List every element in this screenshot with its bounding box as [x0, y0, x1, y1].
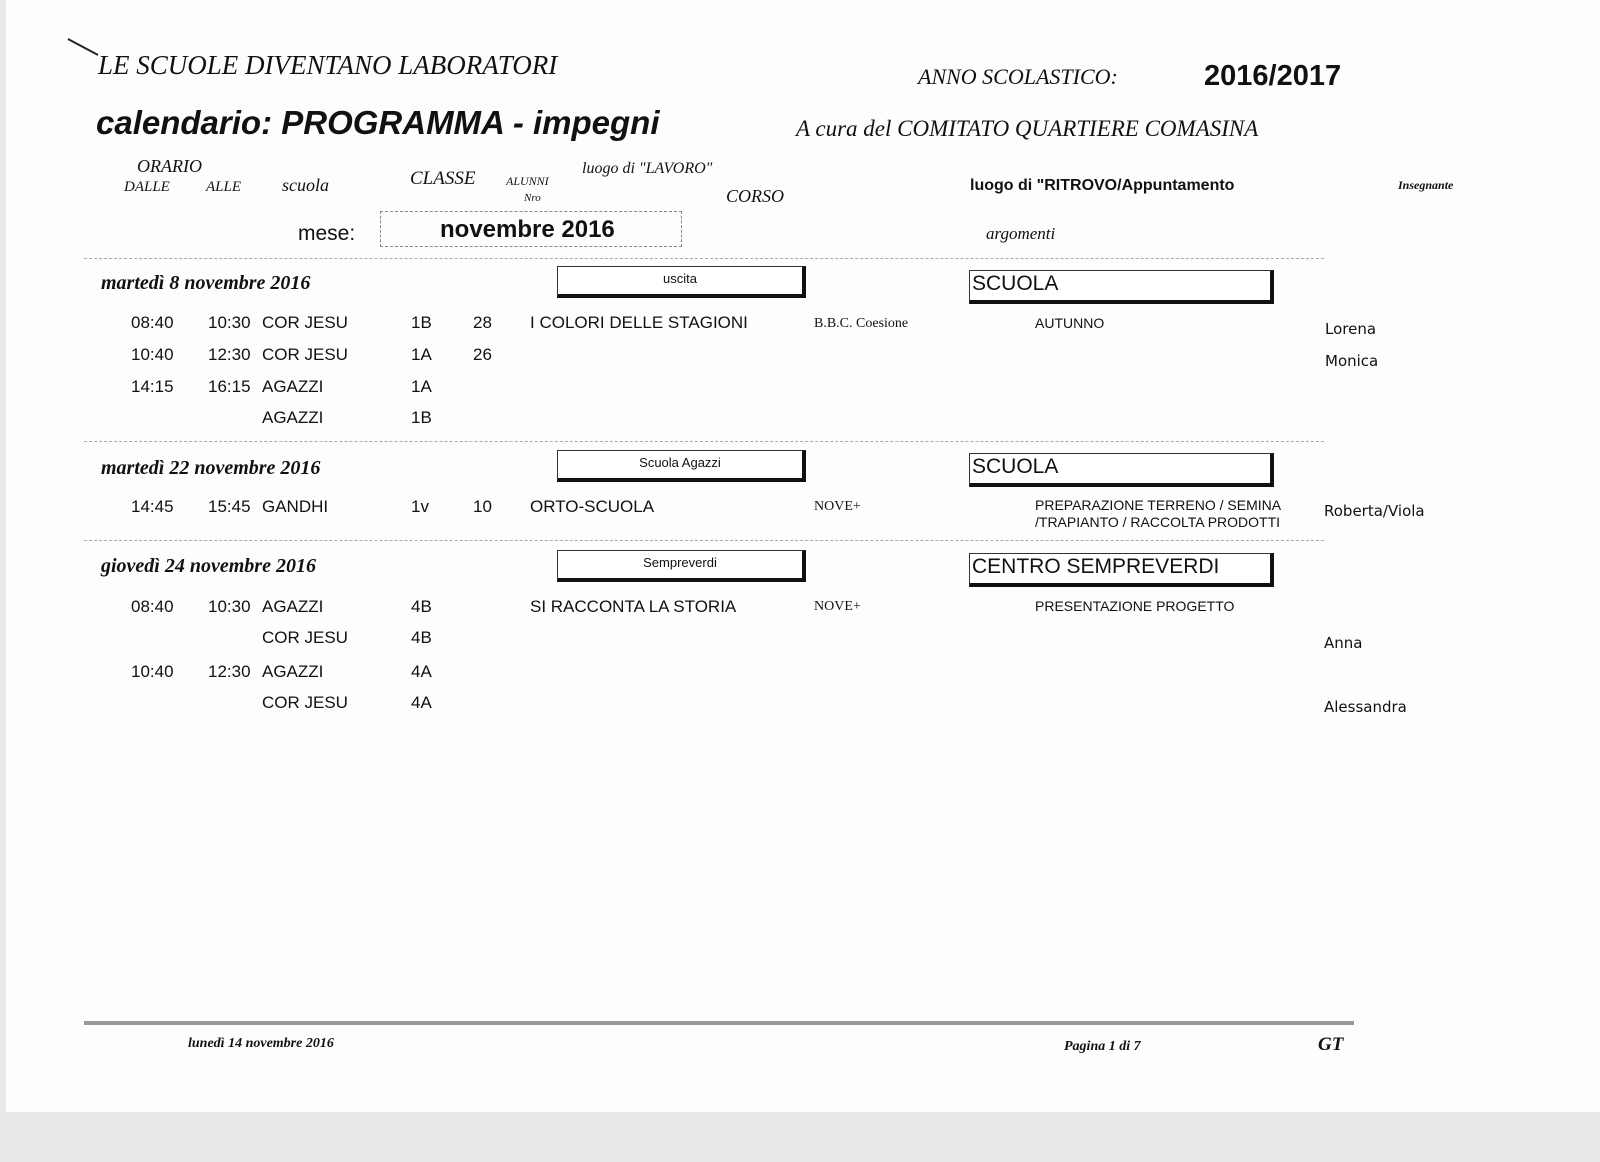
- teacher: Monica: [1325, 352, 1379, 370]
- class: 1v: [411, 497, 429, 516]
- document-page: [6, 0, 1600, 1112]
- school: AGAZZI: [262, 377, 324, 396]
- separator: [84, 441, 1324, 442]
- time-start: 10:40: [131, 662, 174, 681]
- time-end: 12:30: [208, 345, 251, 364]
- provider: NOVE+: [814, 599, 861, 614]
- ritrovo-box: [969, 453, 1274, 487]
- page-number: Pagina 1 di 7: [1064, 1039, 1141, 1054]
- month-label: mese:: [298, 222, 356, 245]
- time-end: 10:30: [208, 597, 251, 616]
- class: 4A: [411, 693, 432, 712]
- school: AGAZZI: [262, 662, 324, 681]
- course: SI RACCONTA LA STORIA: [530, 597, 737, 616]
- footer-initials: GT: [1318, 1034, 1344, 1055]
- lavoro-label: Scuola Agazzi: [639, 455, 721, 470]
- col-alle: ALLE: [206, 179, 242, 195]
- time-start: 08:40: [131, 313, 174, 332]
- teacher: Alessandra: [1324, 698, 1407, 716]
- topic: PREPARAZIONE TERRENO / SEMINA: [1035, 497, 1282, 513]
- ritrovo-label: SCUOLA: [972, 455, 1059, 478]
- col-insegnante: Insegnante: [1398, 178, 1454, 192]
- school: COR JESU: [262, 628, 348, 647]
- school: COR JESU: [262, 693, 348, 712]
- col-luogo-lavoro: luogo di "LAVORO": [582, 160, 713, 177]
- provider: NOVE+: [814, 499, 861, 514]
- col-scuola: scuola: [282, 175, 329, 195]
- col-argomenti: argomenti: [986, 224, 1056, 243]
- class: 1B: [411, 408, 432, 427]
- organizer: A cura del COMITATO QUARTIERE COMASINA: [796, 116, 1259, 141]
- class: 4B: [411, 597, 432, 616]
- time-start: 10:40: [131, 345, 174, 364]
- document-subtitle: calendario: PROGRAMMA - impegni: [96, 104, 660, 141]
- footer-date: lunedì 14 novembre 2016: [188, 1036, 334, 1051]
- ritrovo-box: [969, 270, 1274, 304]
- lavoro-label: uscita: [663, 271, 697, 286]
- col-alunni: ALUNNI: [506, 174, 549, 188]
- pupils-count: 28: [473, 313, 492, 332]
- col-dalle: DALLE: [124, 179, 170, 195]
- pupils-count: 26: [473, 345, 492, 364]
- col-corso: CORSO: [726, 186, 784, 206]
- lavoro-box: [557, 550, 806, 582]
- class: 1A: [411, 377, 432, 396]
- school: AGAZZI: [262, 597, 324, 616]
- class: 1A: [411, 345, 432, 364]
- separator: [84, 540, 1324, 541]
- topic: PRESENTAZIONE PROGETTO: [1035, 598, 1235, 614]
- pen-mark: [68, 38, 99, 56]
- time-end: 16:15: [208, 377, 251, 396]
- separator: [84, 258, 1324, 259]
- class: 1B: [411, 313, 432, 332]
- school: COR JESU: [262, 345, 348, 364]
- time-end: 15:45: [208, 497, 251, 516]
- time-end: 12:30: [208, 662, 251, 681]
- course: I COLORI DELLE STAGIONI: [530, 313, 748, 332]
- lavoro-box: [557, 266, 806, 298]
- lavoro-box: [557, 450, 806, 482]
- time-end: 10:30: [208, 313, 251, 332]
- teacher: Roberta/Viola: [1324, 502, 1425, 520]
- pupils-count: 10: [473, 497, 492, 516]
- ritrovo-label: CENTRO SEMPREVERDI: [972, 555, 1220, 578]
- day-date: giovedì 24 novembre 2016: [101, 555, 316, 577]
- teacher: Anna: [1324, 634, 1363, 652]
- school-year: 2016/2017: [1204, 60, 1342, 92]
- topic: AUTUNNO: [1035, 315, 1105, 331]
- ritrovo-label: SCUOLA: [972, 272, 1059, 295]
- day-date: martedì 8 novembre 2016: [101, 272, 311, 294]
- document-title: LE SCUOLE DIVENTANO LABORATORI: [98, 50, 558, 80]
- lavoro-label: Sempreverdi: [643, 555, 717, 570]
- col-luogo-ritrovo: luogo di "RITROVO/Appuntamento: [970, 177, 1235, 194]
- time-start: 14:45: [131, 497, 174, 516]
- col-orario: ORARIO: [137, 156, 202, 176]
- school: GANDHI: [262, 497, 329, 516]
- day-date: martedì 22 novembre 2016: [101, 457, 321, 479]
- col-classe: CLASSE: [410, 168, 476, 189]
- time-start: 14:15: [131, 377, 174, 396]
- course: ORTO-SCUOLA: [530, 497, 655, 516]
- teacher: Lorena: [1325, 320, 1377, 338]
- month-value: novembre 2016: [440, 216, 615, 243]
- class: 4A: [411, 662, 432, 681]
- col-nro: Nro: [524, 192, 541, 204]
- year-label: ANNO SCOLASTICO:: [918, 64, 1118, 89]
- time-start: 08:40: [131, 597, 174, 616]
- provider: B.B.C. Coesione: [814, 316, 909, 331]
- school: AGAZZI: [262, 408, 324, 427]
- school: COR JESU: [262, 313, 348, 332]
- ritrovo-box: [969, 553, 1274, 587]
- topic: /TRAPIANTO / RACCOLTA PRODOTTI: [1035, 514, 1281, 530]
- footer-rule: [84, 1021, 1354, 1025]
- class: 4B: [411, 628, 432, 647]
